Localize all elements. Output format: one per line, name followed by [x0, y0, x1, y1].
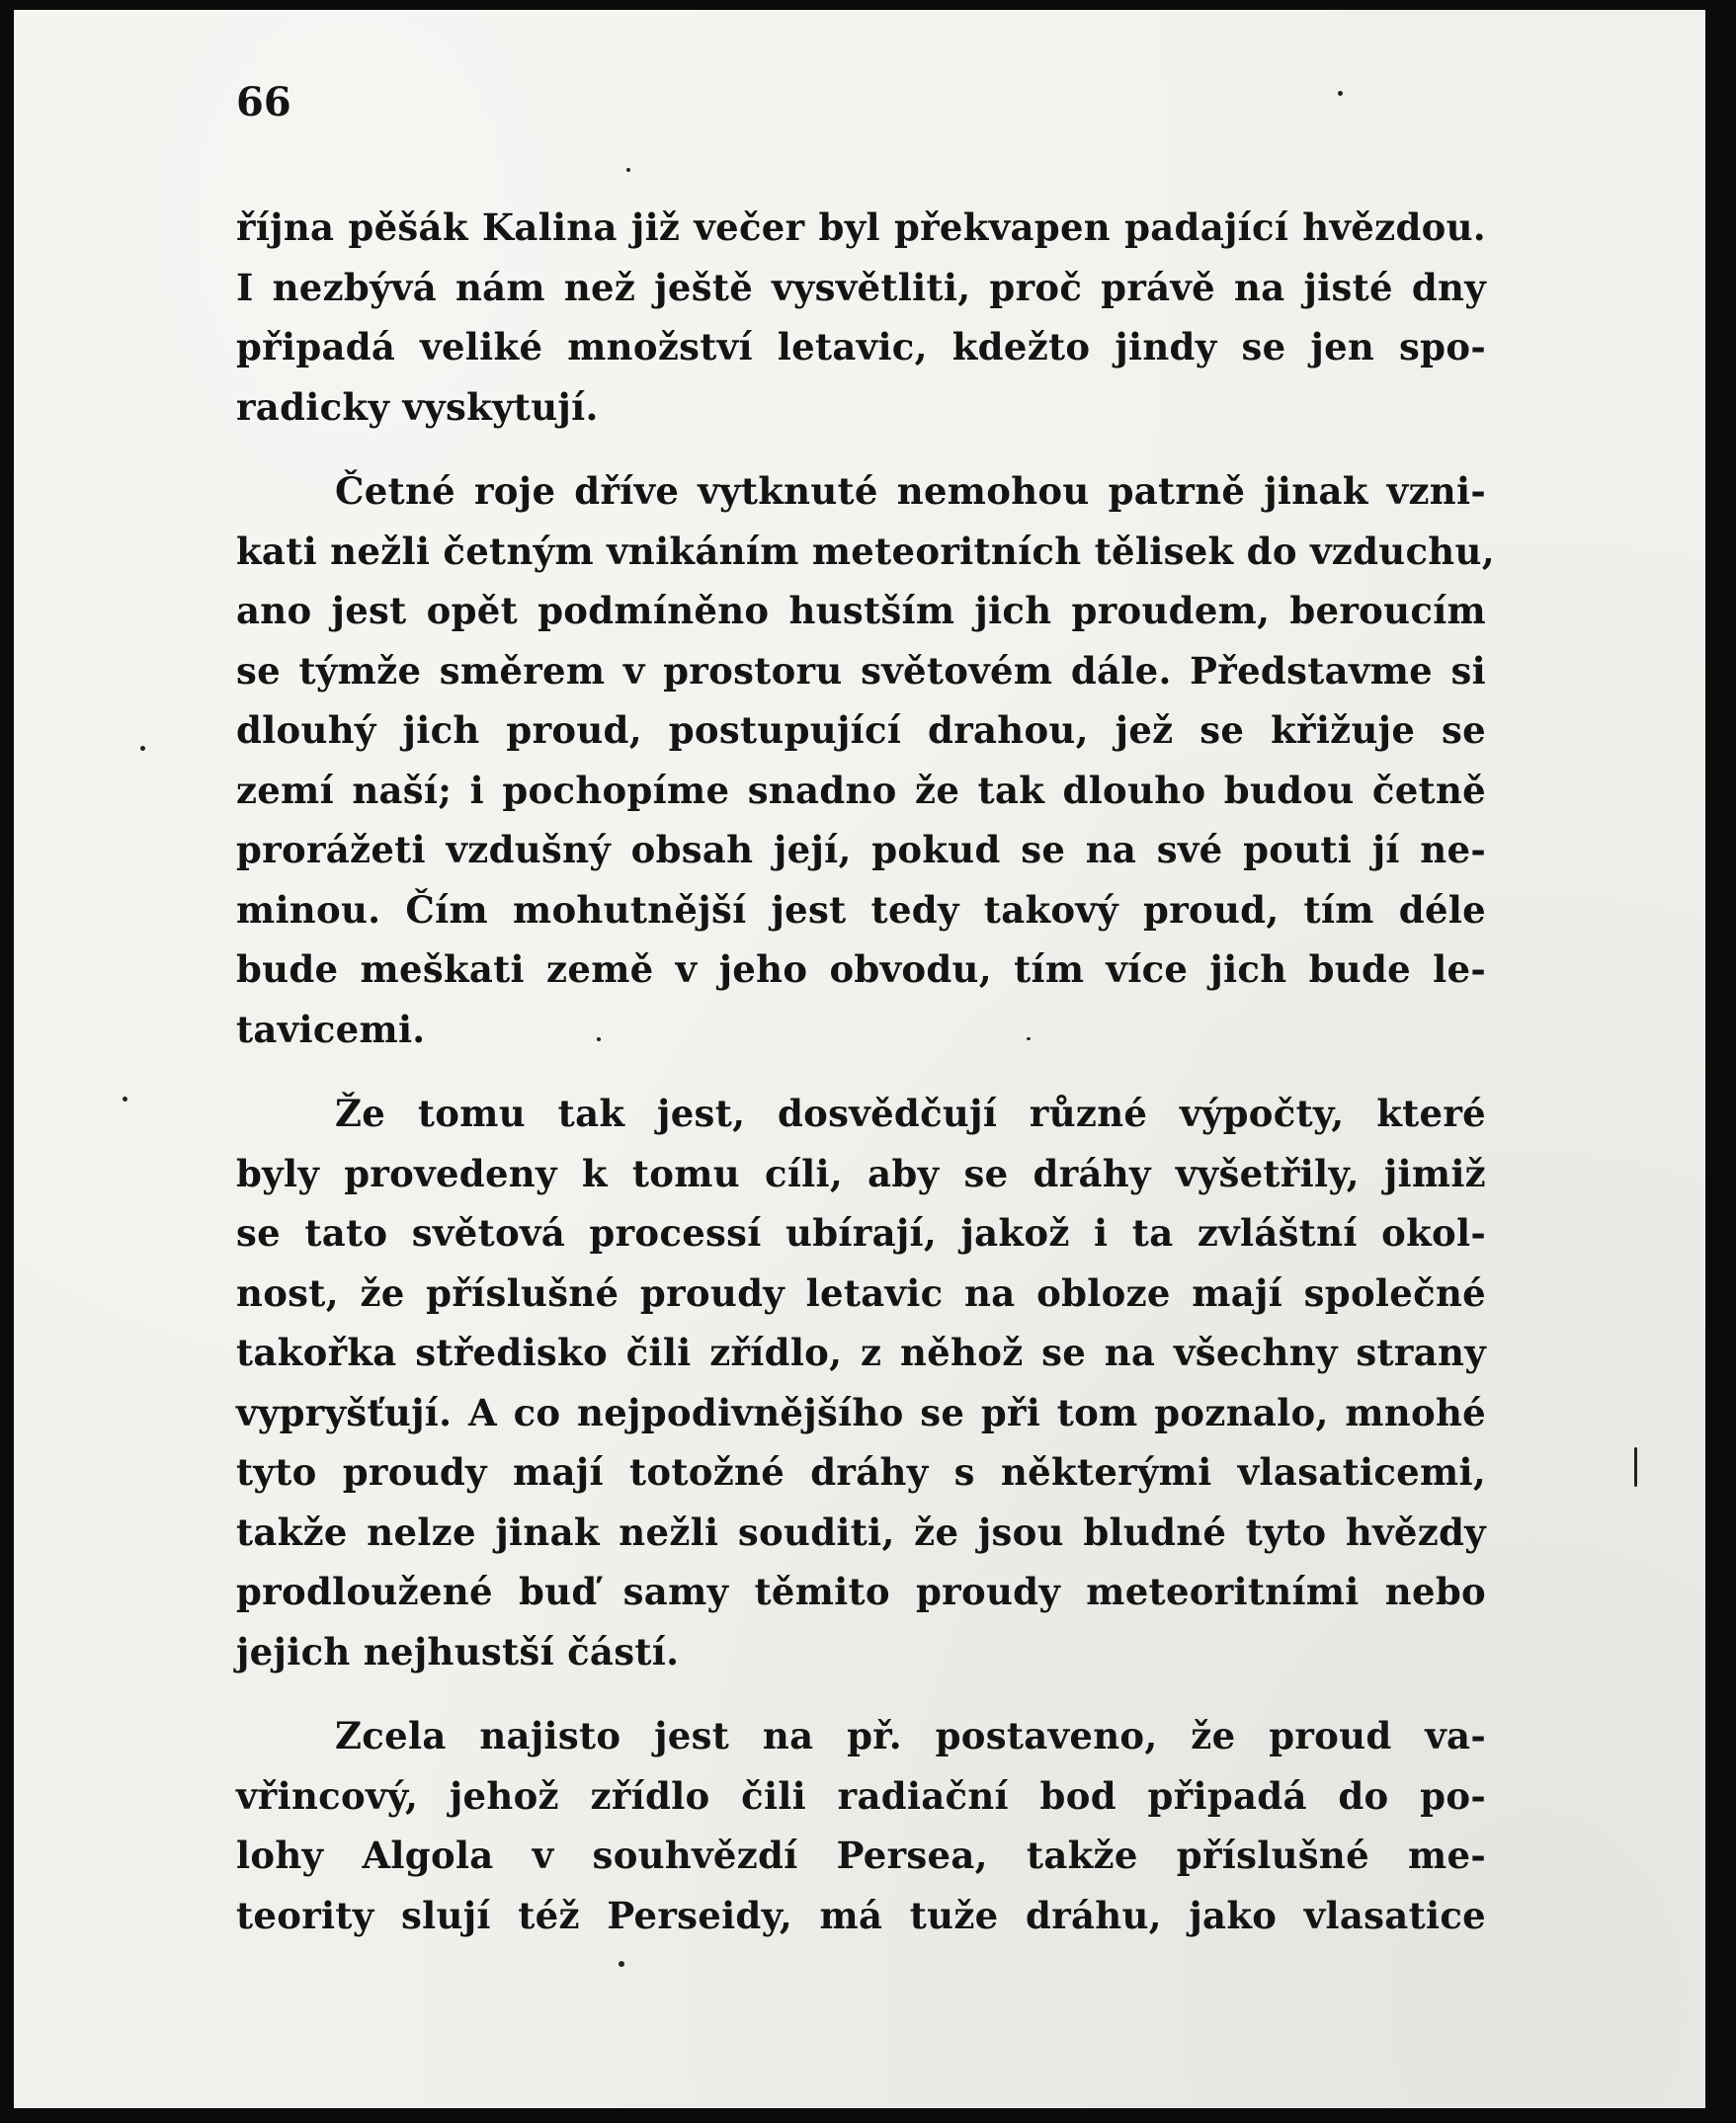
- text-line: dlouhý jich proud, postupující drahou, jež se křižuje se: [236, 708, 1486, 752]
- text-line: Zcela najisto jest na př. postaveno, že proud va-: [335, 1714, 1486, 1757]
- scan-speck: [140, 746, 145, 751]
- text-line: takže nelze jinak nežli souditi, že jsou bludné tyto hvězdy: [236, 1510, 1486, 1554]
- paragraph-gap: [236, 1681, 1486, 1706]
- scan-speck: [619, 1961, 624, 1967]
- text-line: kati nežli četným vnikáním meteoritních tělisek do vzduchu,: [236, 529, 1495, 573]
- text-line: října pěšák Kalina již večer byl překvapen padající hvězdou.: [236, 205, 1486, 249]
- text-line: teority slují též Perseidy, má tuže dráhu, jako vlasatice: [236, 1893, 1486, 1937]
- text-line: tavicemi.: [236, 1007, 426, 1051]
- text-line: bude meškati země v jeho obvodu, tím více jich bude le-: [236, 947, 1486, 991]
- text-line: vřincový, jehož zřídlo čili radiační bod připadá do po-: [236, 1773, 1486, 1818]
- text-line: nost, že příslušné proudy letavic na obloze mají společné: [236, 1270, 1486, 1315]
- text-line: jejich nejhustší částí.: [236, 1629, 680, 1674]
- text-line: vypryšťují. A co nejpodivnějšího se při tom poznalo, mnohé: [236, 1390, 1486, 1434]
- text-line: Že tomu tak jest, dosvědčují různé výpočty, které: [335, 1092, 1486, 1135]
- text-line: takořka středisko čili zřídlo, z něhož se na všechny strany: [236, 1331, 1486, 1374]
- scan-speck: [1634, 1447, 1637, 1487]
- body-text: [236, 198, 1495, 1945]
- paragraph-gap: [236, 1059, 1486, 1084]
- paragraph: [236, 461, 1495, 1059]
- text-line: ano jest opět podmíněno hustším jich proudem, beroucím: [236, 589, 1486, 632]
- paragraph-gap: [236, 437, 1486, 461]
- text-line: tyto proudy mají totožné dráhy s některými vlasaticemi,: [236, 1450, 1486, 1494]
- text-line: Četné roje dříve vytknuté nemohou patrně jinak vzni-: [335, 469, 1486, 513]
- text-line: zemí naší; i pochopíme snadno že tak dlouho budou četně: [236, 768, 1486, 812]
- text-line: minou. Čím mohutnější jest tedy takový proud, tím déle: [236, 887, 1486, 932]
- text-line: lohy Algola v souhvězdí Persea, takže příslušné me-: [236, 1834, 1486, 1877]
- scan-speck: [1338, 91, 1343, 96]
- page-number: 66: [236, 79, 291, 125]
- scan-speck: [1027, 1037, 1031, 1040]
- text-line: se týmže směrem v prostoru světovém dále. Představme si: [236, 648, 1486, 693]
- text-line: byly provedeny k tomu cíli, aby se dráhy vyšetřily, jimiž: [236, 1151, 1486, 1195]
- text-line: prorážeti vzdušný obsah její, pokud se na své pouti jí ne-: [236, 828, 1486, 871]
- text-line: se tato světová processí ubírají, jakož i ta zvláštní okol-: [236, 1211, 1486, 1255]
- text-line: prodloužené buď samy těmito proudy meteoritními nebo: [236, 1570, 1486, 1613]
- text-line: připadá veliké množství letavic, kdežto jindy se jen spo-: [236, 325, 1486, 368]
- paragraph: [236, 1706, 1486, 1945]
- paragraph: [236, 198, 1486, 437]
- book-page: [14, 10, 1705, 2108]
- text-line: I nezbývá nám než ještě vysvětliti, proč právě na jisté dny: [236, 265, 1486, 309]
- scan-speck: [123, 1097, 127, 1102]
- scan-speck: [626, 168, 630, 172]
- text-line: radicky vyskytují.: [236, 384, 599, 429]
- scan-speck: [597, 1037, 601, 1041]
- paragraph: [236, 1084, 1486, 1681]
